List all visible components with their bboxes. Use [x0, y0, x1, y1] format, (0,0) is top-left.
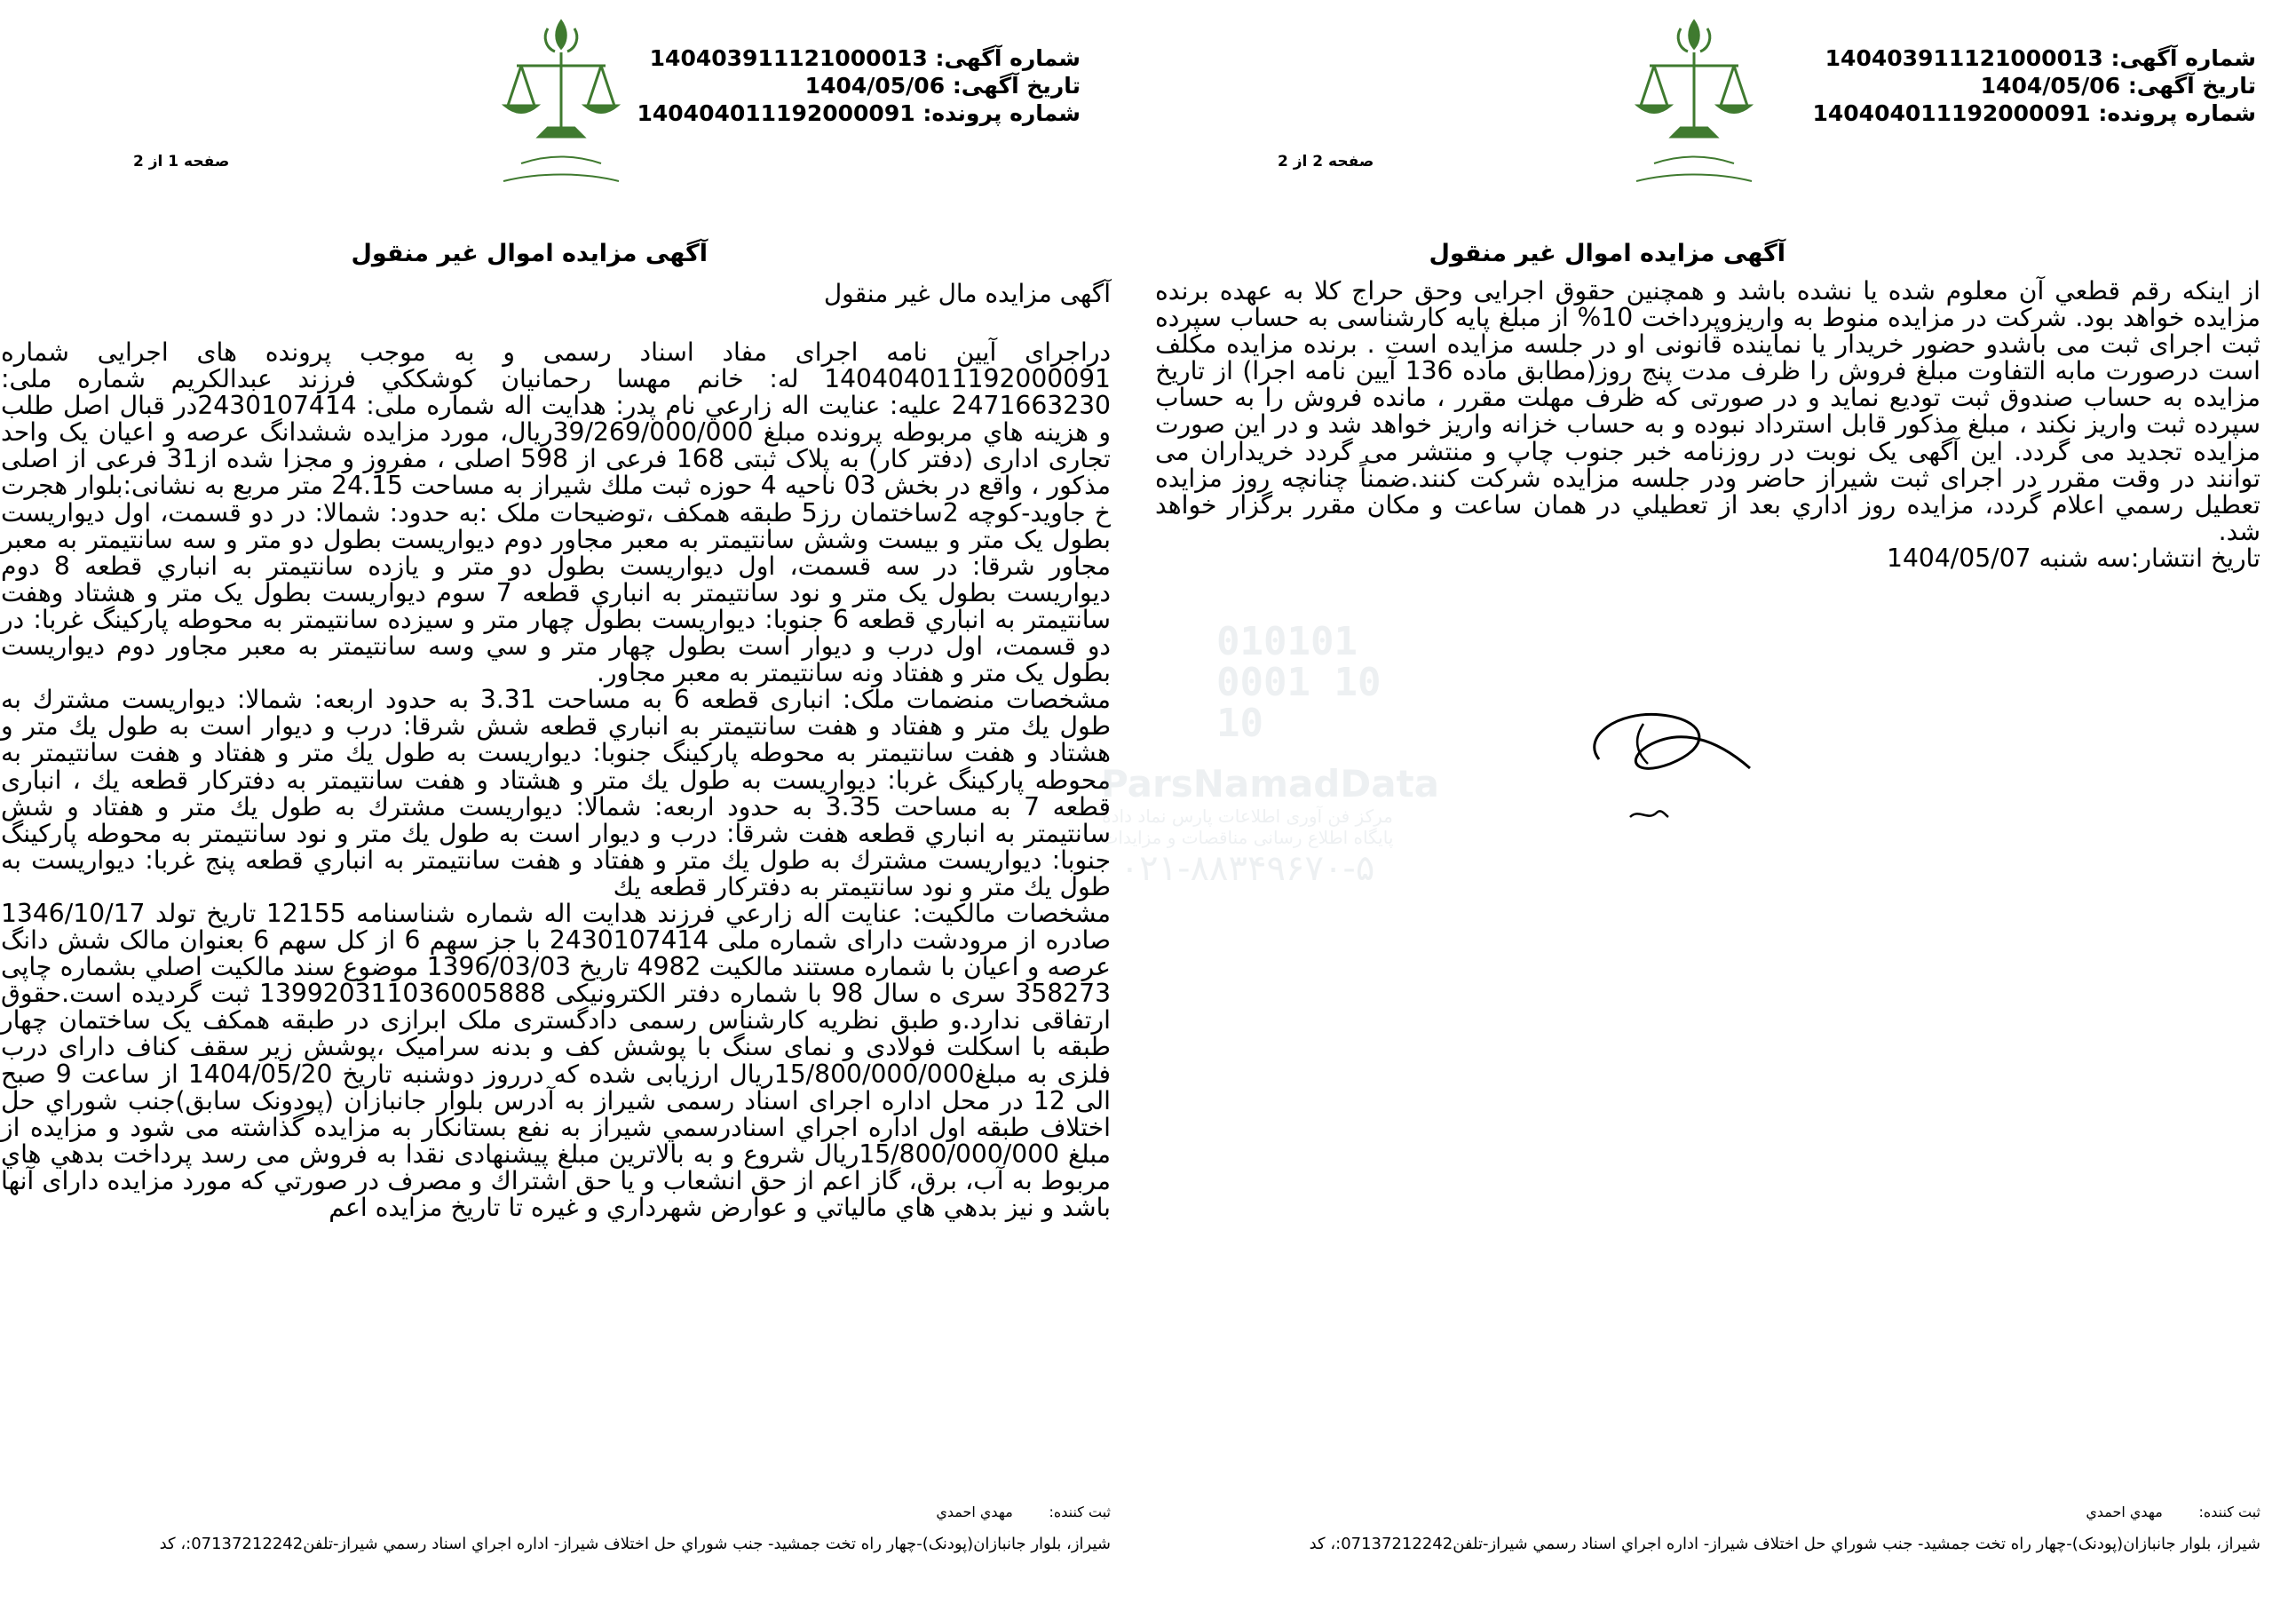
document-title: آگهی مزایده اموال غیر منقول [351, 240, 708, 267]
body-paragraph: مشخصات منضمات ملک: انباری قطعه 6 به مساحت 3.31 به حدود اربعه: شمالا: دیواریست مشترك به طول يك متر و هفتاد و هفت سانتيمتر به انباري قطعه شش شرقا: درب و ديوار است به طول يك متر و هشتاد و هفت سانتيمتر به محوطه پاركينگ جنوبا: ديواريست به طول يك متر و هفتاد و هفت سانتيمتر به محوطه پاركينگ غربا: ديواريست به طول يك متر و هشتاد و هفت سانتيمتر به دفتركار قطعه يك ، انباری قطعه 7 به مساحت 3.35 به حدود اربعه: شمالا: ديواريست مشترك به طول يك متر و هفتاد و شش سانتيمتر به انباري قطعه هفت شرقا: درب و ديوار است به طول يك متر و نود سانتيمتر به محوطه پاركينگ جنوبا: ديواريست مشترك به طول يك متر و هفتاد و هفت سانتيمتر به انباري قطعه پنج غربا: ديواريست به طول يك متر و نود سانتيمتر به دفتركار قطعه يك [1, 685, 1111, 901]
watermark-phone: ۰۲۱-۸۸۳۴۹۶۷۰-۵ [1120, 848, 1375, 889]
ad-date-label: تاریخ آگهی: [2127, 73, 2256, 99]
ad-number-label: شماره آگهی: [2110, 45, 2256, 71]
signature-icon [1564, 675, 1777, 835]
publish-date: 1404/05/07 [1887, 543, 2031, 573]
body-paragraph: از اینکه رقم قطعي آن معلوم شده یا نشده باشد و همچنین حقوق اجرایی وحق حراج کلا به عهده برنده مزایده خواهد بود. شرکت در مزایده منوط به واریزوپرداخت 10% از مبلغ پایه کارشناسی به حساب سپرده ثبت اجرای ثبت می باشدو حضور خریدار یا نماینده قانونی او در جلسه مزایده است . برنده مزایده مکلف است درصورت مابه التفاوت مبلغ فروش را ظرف مدت پنج روز(مطابق ماده 136 آیین نامه اجرا) از تاریخ مزایده به حساب صندوق ثبت تودیع نماید و در صورتی که ظرف مهلت مقرر ، مانده فروش را به حساب سپرده ثبت واریز نکند ، مبلغ مذکور قابل استرداد نبوده و به حساب خزانه واریز خواهد شد و در این صورت مزایده تجدید می گردد. این آگهی یک نوبت در روزنامه خبر جنوب چاپ و منتشر می گردد خریداران می توانند در وقت مقرر در اجرای ثبت شیراز حاضر ودر جلسه مزایده شرکت کنند.ضمناً چنانچه روز مزایده تعطیل رسمي اعلام گردد، مزایده روز اداري بعد از تعطیلي در همان ساعت و مکان مقرر برگزار خواهد شد. [1155, 276, 2260, 546]
page-indicator: صفحه 1 از 2 [133, 153, 230, 171]
file-number-label: شماره پرونده: [922, 100, 1081, 126]
ad-date-label: تاریخ آگهی: [952, 73, 1081, 99]
publish-date-label: تاریخ انتشار:سه شنبه [2039, 543, 2260, 573]
recorder-name: مهدي احمدي [936, 1504, 1013, 1520]
ad-meta [1813, 44, 2257, 127]
recorder [936, 1504, 1111, 1520]
recorder-name: مهدي احمدي [2086, 1504, 2163, 1520]
footer-address: شیراز، بلوار جانبازان(پودنک)-چهار راه تخت جمشید- جنب شوراي حل اختلاف شیراز- اداره اجراي اسناد رسمي شیراز-تلفن07137212242:، کد [1309, 1535, 2260, 1553]
ad-date: 1404/05/06 [804, 73, 946, 99]
watermark-line2: پایگاه اطلاع رسانی مناقصات و مزایدات [1101, 827, 1394, 848]
ad-number-label: شماره آگهی: [935, 45, 1081, 71]
body-text [1, 339, 1111, 1221]
watermark-line1: مرکز فن آوری اطلاعات پارس نماد داده [1102, 805, 1393, 827]
ad-number: 140403911121000013 [649, 45, 928, 71]
body-text [1155, 278, 2260, 572]
document-title: آگهی مزایده اموال غیر منقول [1429, 240, 1785, 267]
watermark-digits: 010101 0001 10 10 [1216, 619, 1382, 746]
ad-number: 140403911121000013 [1825, 45, 2103, 71]
judiciary-emblem-icon [1619, 4, 1770, 190]
file-number: 140404011192000091 [637, 100, 915, 126]
publish-date-line [1155, 545, 2260, 572]
document-subtitle: آگهی مزایده مال غیر منقول [823, 279, 1111, 308]
recorder-label: ثبت کننده: [1049, 1504, 1111, 1520]
page-indicator: صفحه 2 از 2 [1278, 153, 1374, 171]
ad-date: 1404/05/06 [1980, 73, 2121, 99]
ad-meta [637, 44, 1081, 127]
watermark-brand: ParsNamadData [1101, 762, 1439, 805]
footer-address: شیراز، بلوار جانبازان(پودنک)-چهار راه تخت جمشید- جنب شوراي حل اختلاف شیراز- اداره اجراي اسناد رسمي شیراز-تلفن07137212242:، کد [159, 1535, 1111, 1553]
body-paragraph: مشخصات مالکیت: عنایت اله زارعي فرزند هدایت اله شماره شناسنامه 12155 تاریخ تولد 1346/10/17 صادره از مرودشت دارای شماره ملی 2430107414 با جز سهم 6 از کل سهم 6 بعنوان مالک شش دانگ عرصه و اعیان با شماره مستند مالکیت 4982 تاریخ 1396/03/03 موضوع سند مالکیت اصلي بشماره چاپی 358273 سری ه سال 98 با شماره دفتر الکترونیکی 139920311036005888 ثبت گردیده است.حقوق ارتفاقی ندارد.و طبق نظریه کارشناس رسمی دادگستری ملک ابرازی در طبقه همکف یک ساختمان چهار طبقه با اسکلت فولادی و نمای سنگ با پوشش کف و بدنه سرامیک ،پوشش زیر سقف کناف دارای درب فلزی به مبلغ15/800/000/000ریال ارزیابی شده که درروز دوشنبه تاریخ 1404/05/20 از ساعت 9 صبح الی 12 در محل اداره اجرای اسناد رسمی شیراز به آدرس بلوار جانبازان (پودونک سابق)جنب شوراي حل اختلاف طبقه اول اداره اجراي اسنادرسمي شیراز به نفع بستانکار به مزایده گذاشته می شود و مزایده از مبلغ 15/800/000/000ریال شروع و به بالاترین مبلغ پیشنهادی نقدا به فروش می رسد پرداخت بدهي هاي مربوط به آب، برق، گاز اعم از حق انشعاب و یا حق اشتراك و مصرف در صورتي که مورد مزایده دارای آنها باشد و نیز بدهي هاي مالیاتي و عوارض شهرداري و غیره تا تاریخ مزایده اعم [1, 898, 1112, 1222]
file-number-label: شماره پرونده: [2098, 100, 2256, 126]
page-2 [1148, 0, 2296, 1603]
body-paragraph: دراجرای آیین نامه اجرای مفاد اسناد رسمی و به موجب پرونده های اجرایی شماره 140404011192000091 له: خانم مهسا رحمانیان کوشککي فرزند عبدالکریم شماره ملی: 2471663230 علیه: عنایت اله زارعي نام پدر: هدایت اله شماره ملی: 2430107414در قبال اصل طلب و هزینه هاي مربوطه پرونده مبلغ 39/269/000/000ریال، مورد مزایده ششدانگ عرصه و اعیان یک واحد تجاری اداری (دفتر کار) به پلاک ثبتی 168 فرعی از 598 اصلی ، مفروز و مجزا شده از31 فرعی از اصلی مذکور ، واقع در بخش 03 ناحیه 4 حوزه ثبت ملك شیراز به مساحت 24.15 متر مربع به نشانی:بلوار هجرت خ جاوید-کوچه 2ساختمان رز5 طبقه همکف ،توضیحات ملک :به حدود: شمالا: در دو قسمت، اول دیواریست بطول یک متر و بیست وشش سانتیمتر به معبر مجاور دوم دیواریست بطول دو متر و سه سانتیمتر به معبر مجاور شرقا: در سه قسمت، اول دیواریست بطول دو متر و یازده سانتیمتر به انباري قطعه 8 دوم دیواریست بطول یک متر و نود سانتیمتر به انباري قطعه 7 سوم دیواریست بطول یک متر و هشتاد وهفت سانتیمتر به انباري قطعه 6 جنوبا: دیواریست بطول چهار متر و سیزده سانتیمتر به محوطه پارکینگ غربا: در دو قسمت، اول درب و دیوار است بطول چهار متر و سي وسه سانتیمتر به معبر مجاور دوم دیواریست بطول یک متر و هفتاد ونه سانتیمتر به معبر مجاور. [1, 337, 1112, 688]
file-number: 140404011192000091 [1812, 100, 2091, 126]
recorder-label: ثبت کننده: [2198, 1504, 2260, 1520]
recorder [2086, 1504, 2260, 1520]
judiciary-emblem-icon [486, 4, 637, 190]
